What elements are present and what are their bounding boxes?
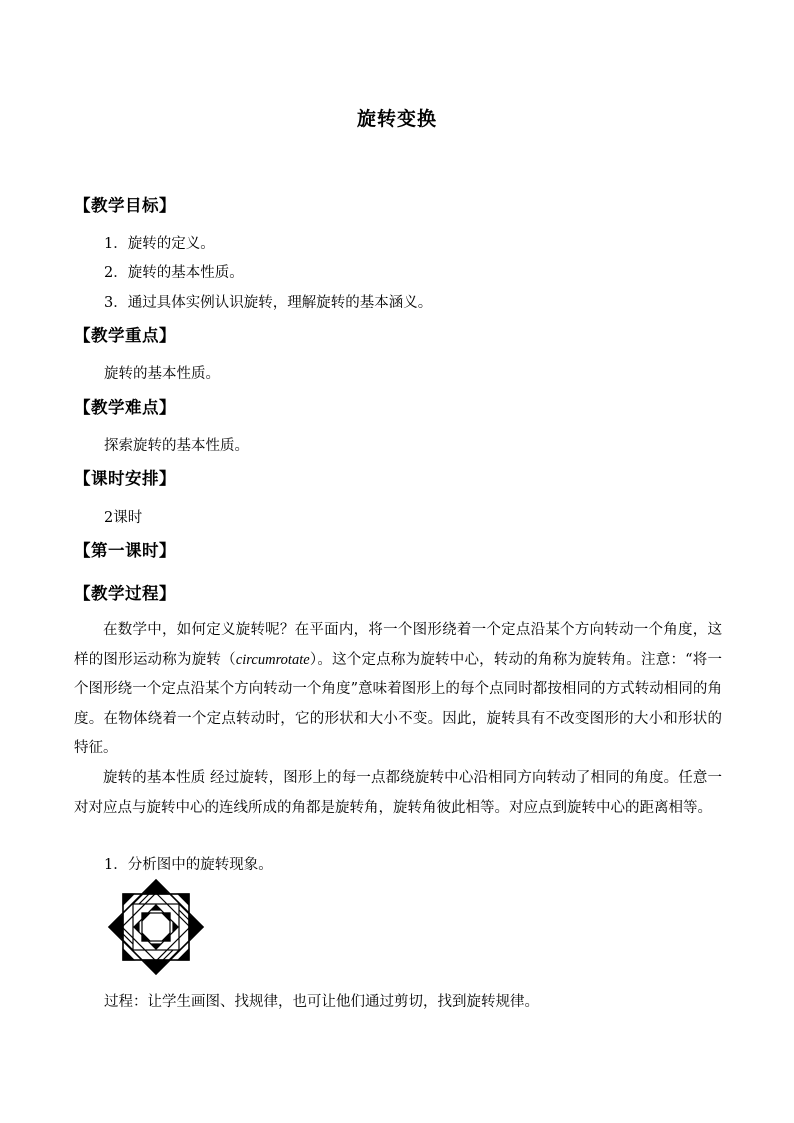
difficulty-text: 探索旋转的基本性质。 — [104, 438, 249, 454]
goal-item-1: 1．旋转的定义。 — [104, 236, 215, 252]
definition-text-1: 在数学中，如何定义旋转呢？在平面内，将一个图形绕着一个定点沿某个方向转动一个角度，这样的图形运动称为旋转（ — [74, 622, 722, 668]
schedule-text: 2课时 — [104, 510, 143, 526]
definition-term: circumrotate — [235, 651, 310, 668]
definition-paragraph — [74, 616, 722, 764]
analysis-item: 1．分析图中的旋转现象。 — [104, 857, 273, 873]
page-title: 旋转变换 — [356, 108, 437, 130]
schedule-heading: 【课时安排】 — [74, 469, 176, 488]
definition-text-2: ）。这个定点称为旋转中心，转动的角称为旋转角。注意：“将一个图形绕一个定点沿某个方向转动一个角度”意味着图形上的每个点同时都按相同的方式转动相同的角度。在物体绕着一个定点转动时，它的形状和大小不变。因此，旋转具有不改变图形的大小和形状的特征。 — [74, 651, 722, 756]
process-note: 过程：让学生画图、找规律，也可让他们通过剪切，找到旋转规律。 — [104, 994, 539, 1010]
key-points-heading: 【教学重点】 — [74, 326, 176, 345]
goal-item-3: 3．通过具体实例认识旋转，理解旋转的基本涵义。 — [104, 295, 433, 311]
goal-item-2: 2．旋转的基本性质。 — [104, 265, 244, 281]
process-heading: 【教学过程】 — [74, 584, 176, 603]
properties-paragraph: 旋转的基本性质 经过旋转，图形上的每一点都绕旋转中心沿相同方向转动了相同的角度。任意一对对应点与旋转中心的连线所成的角都是旋转角，旋转角彼此相等。对应点到旋转中心的距离相等。 — [74, 770, 722, 816]
lesson-heading: 【第一课时】 — [74, 541, 176, 560]
key-points-text: 旋转的基本性质。 — [104, 366, 220, 382]
goals-heading: 【教学目标】 — [74, 196, 176, 215]
difficulty-heading: 【教学难点】 — [74, 398, 176, 417]
rotated-squares-figure — [106, 877, 206, 977]
